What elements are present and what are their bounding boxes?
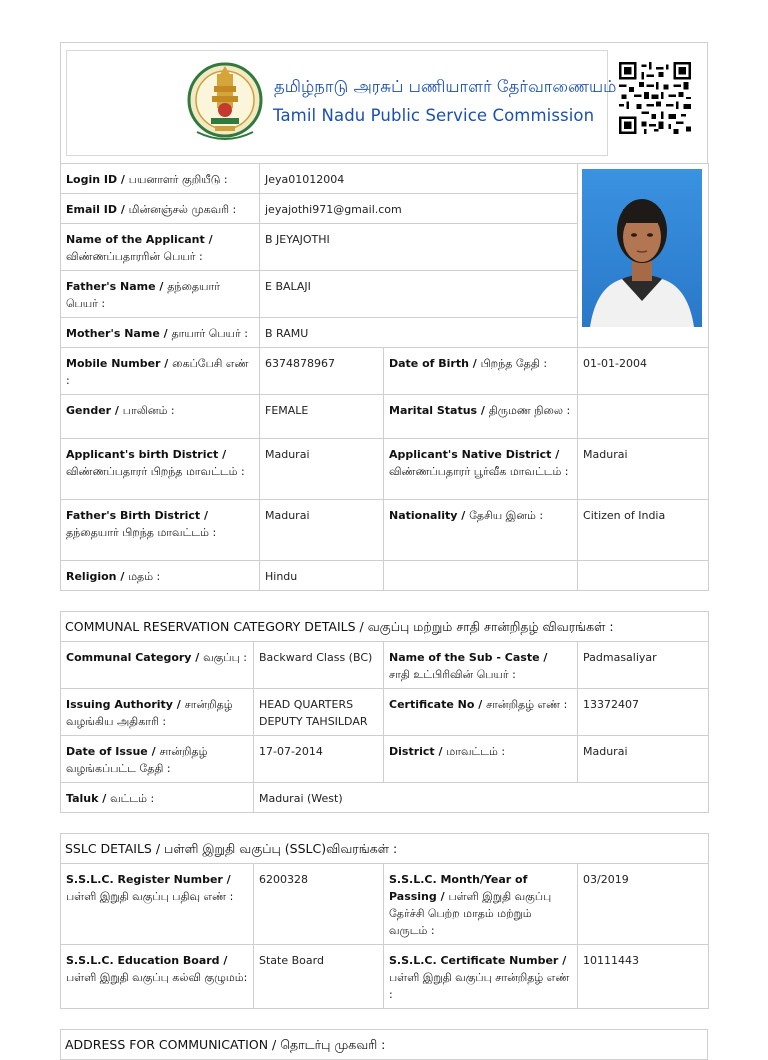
table-row	[61, 945, 709, 1009]
father-birth-district-label: Father's Birth District / தந்தையார் பிறந்த மாவட்டம் :	[61, 500, 260, 561]
native-district-label: Applicant's Native District / விண்ணப்பதாரர் பூர்வீக மாவட்டம் :	[384, 439, 578, 500]
dob-value: 01-01-2004	[578, 348, 709, 395]
table-row	[61, 642, 709, 689]
photo-cell	[578, 164, 709, 348]
issuing-authority-value: HEAD QUARTERS DEPUTY TAHSILDAR	[254, 689, 384, 736]
sub-caste-label: Name of the Sub - Caste / சாதி உட்பிரிவின் பெயர் :	[384, 642, 578, 689]
district-value: Madurai	[578, 736, 709, 783]
sslc-register-number-value: 6200328	[254, 864, 384, 945]
marital-status-value	[578, 395, 709, 439]
email-id-label: Email ID / மின்னஞ்சல் முகவரி :	[61, 194, 260, 224]
table-row	[61, 561, 709, 591]
date-of-issue-label: Date of Issue / சான்றிதழ் வழங்கப்பட்ட தேதி :	[61, 736, 254, 783]
personal-details-table	[60, 163, 709, 591]
empty-cell	[384, 561, 578, 591]
communal-category-label: Communal Category / வகுப்பு :	[61, 642, 254, 689]
birth-district-label: Applicant's birth District / விண்ணப்பதாரர் பிறந்த மாவட்டம் :	[61, 439, 260, 500]
mother-name-label: Mother's Name / தாயார் பெயர் :	[61, 318, 260, 348]
header-banner	[66, 50, 617, 156]
sslc-board-value: State Board	[254, 945, 384, 1009]
mobile-label: Mobile Number / கைப்பேசி எண் :	[61, 348, 260, 395]
sslc-passing-value: 03/2019	[578, 864, 709, 945]
table-row	[61, 348, 709, 395]
mobile-value: 6374878967	[260, 348, 384, 395]
father-name-label: Father's Name / தந்தையார் பெயர் :	[61, 271, 260, 318]
header	[60, 42, 708, 163]
qr-code-icon	[619, 62, 691, 134]
nationality-value: Citizen of India	[578, 500, 709, 561]
address-section-title: ADDRESS FOR COMMUNICATION / தொடர்பு முகவரி :	[61, 1030, 708, 1060]
dob-label: Date of Birth / பிறந்த தேதி :	[384, 348, 578, 395]
table-row	[61, 689, 709, 736]
organization-name-english: Tamil Nadu Public Service Commission	[273, 106, 595, 125]
login-id-label: Login ID / பயனாளர் குறியீடு :	[61, 164, 260, 194]
login-id-value: Jeya01012004	[260, 164, 578, 194]
father-name-value: E BALAJI	[260, 271, 578, 318]
sub-caste-value: Padmasaliyar	[578, 642, 709, 689]
applicant-photo-icon	[582, 169, 702, 327]
gender-label: Gender / பாலினம் :	[61, 395, 260, 439]
nationality-label: Nationality / தேசிய இனம் :	[384, 500, 578, 561]
sslc-certificate-number-value: 10111443	[578, 945, 709, 1009]
table-row	[61, 164, 709, 194]
gender-value: FEMALE	[260, 395, 384, 439]
empty-cell	[578, 561, 709, 591]
table-row	[61, 395, 709, 439]
section-header	[61, 1030, 708, 1060]
applicant-name-label: Name of the Applicant / விண்ணப்பதாரரின் பெயர் :	[61, 224, 260, 271]
certificate-no-value: 13372407	[578, 689, 709, 736]
certificate-no-label: Certificate No / சான்றிதழ் எண் :	[384, 689, 578, 736]
email-id-value: jeyajothi971@gmail.com	[260, 194, 578, 224]
sslc-certificate-number-label: S.S.L.C. Certificate Number / பள்ளி இறுதி வகுப்பு சான்றிதழ் எண் :	[384, 945, 578, 1009]
date-of-issue-value: 17-07-2014	[254, 736, 384, 783]
marital-status-label: Marital Status / திருமண நிலை :	[384, 395, 578, 439]
tamil-nadu-emblem-icon	[187, 56, 263, 146]
application-form	[60, 42, 708, 1060]
organization-name-tamil: தமிழ்நாடு அரசுப் பணியாளர் தேர்வாணையம்	[274, 77, 617, 96]
district-label: District / மாவட்டம் :	[384, 736, 578, 783]
table-row	[61, 864, 709, 945]
table-row	[61, 500, 709, 561]
native-district-value: Madurai	[578, 439, 709, 500]
religion-value: Hindu	[260, 561, 384, 591]
taluk-value: Madurai (West)	[254, 783, 709, 813]
religion-label: Religion / மதம் :	[61, 561, 260, 591]
sslc-section-title: SSLC DETAILS / பள்ளி இறுதி வகுப்பு (SSLC)விவரங்கள் :	[61, 834, 709, 864]
applicant-name-value: B JEYAJOTHI	[260, 224, 578, 271]
communal-category-value: Backward Class (BC)	[254, 642, 384, 689]
section-header	[61, 834, 709, 864]
taluk-label: Taluk / வட்டம் :	[61, 783, 254, 813]
sslc-passing-label: S.S.L.C. Month/Year of Passing / பள்ளி இறுதி வகுப்பு தேர்ச்சி பெற்ற மாதம் மற்றும் வருடம் :	[384, 864, 578, 945]
communal-details-table	[60, 611, 709, 813]
communal-section-title: COMMUNAL RESERVATION CATEGORY DETAILS / வகுப்பு மற்றும் சாதி சான்றிதழ் விவரங்கள் :	[61, 612, 709, 642]
birth-district-value: Madurai	[260, 439, 384, 500]
father-birth-district-value: Madurai	[260, 500, 384, 561]
issuing-authority-label: Issuing Authority / சான்றிதழ் வழங்கிய அதிகாரி :	[61, 689, 254, 736]
table-row	[61, 439, 709, 500]
sslc-details-table	[60, 833, 709, 1009]
address-table	[60, 1029, 708, 1060]
mother-name-value: B RAMU	[260, 318, 578, 348]
table-row	[61, 736, 709, 783]
section-header	[61, 612, 709, 642]
sslc-register-number-label: S.S.L.C. Register Number / பள்ளி இறுதி வகுப்பு பதிவு எண் :	[61, 864, 254, 945]
sslc-board-label: S.S.L.C. Education Board / பள்ளி இறுதி வகுப்பு கல்வி குழுமம்:	[61, 945, 254, 1009]
table-row	[61, 783, 709, 813]
